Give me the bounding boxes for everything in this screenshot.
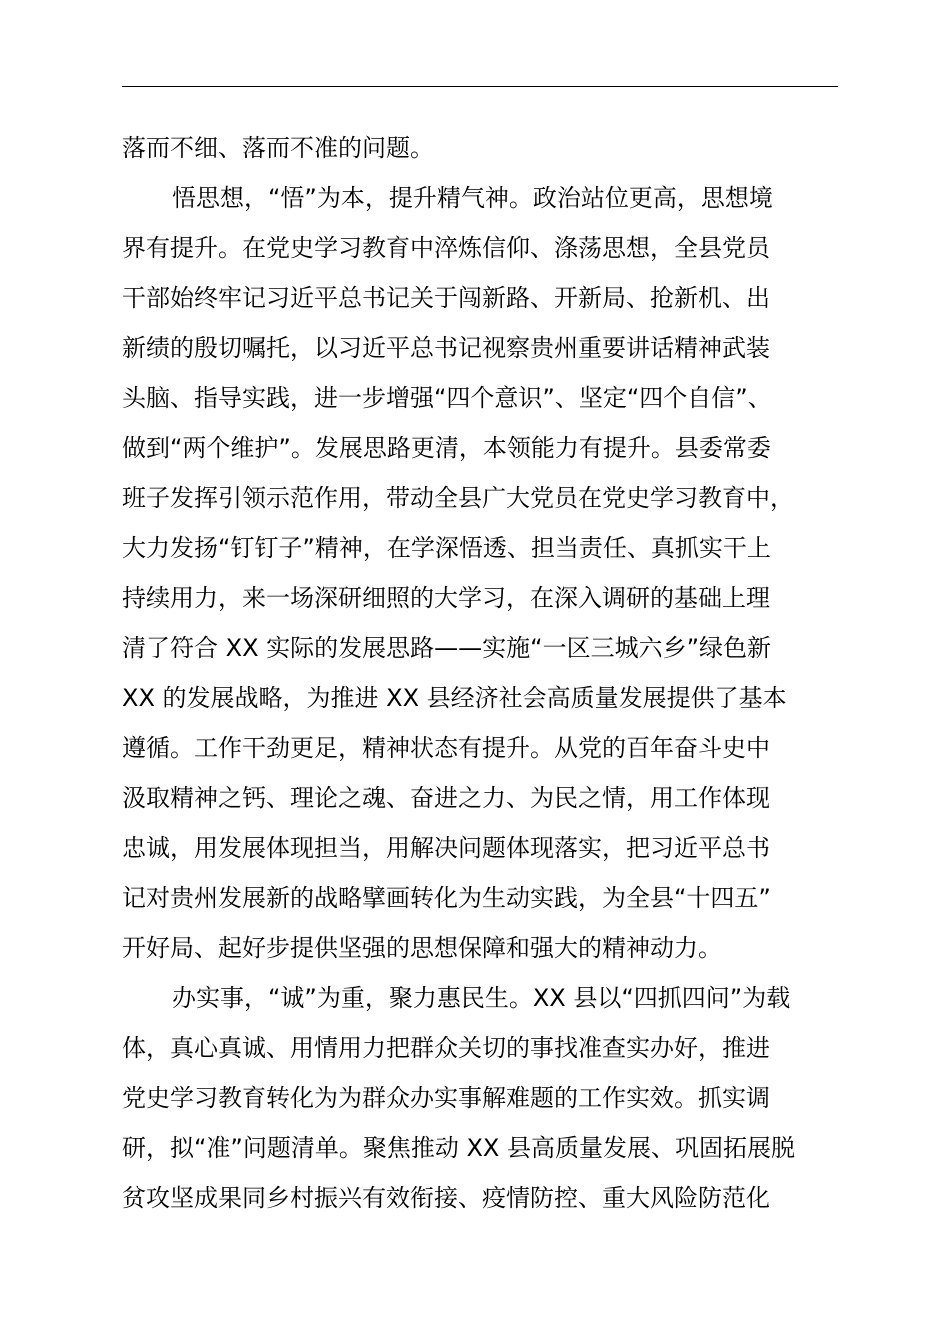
text-line: 干部始终牢记习近平总书记关于闯新路、开新局、抢新机、出 — [122, 284, 770, 312]
text-line: 贫攻坚成果同乡村振兴有效衔接、疫情防控、重大风险防范化 — [122, 1184, 770, 1212]
text-line: 持续用力，来一场深研细照的大学习，在深入调研的基础上理 — [122, 584, 770, 612]
text-line: 新绩的殷切嘱托，以习近平总书记视察贵州重要讲话精神武装 — [122, 334, 770, 362]
text-line: 班子发挥引领示范作用，带动全县广大党员在党史学习教育中， — [122, 484, 794, 512]
text-line: 做到“两个维护”。发展思路更清，本领能力有提升。县委常委 — [122, 434, 771, 462]
text-line: 研，拟“准”问题清单。聚焦推动 XX 县高质量发展、巩固拓展脱 — [122, 1134, 796, 1162]
text-line: 落而不细、落而不准的问题。 — [122, 134, 434, 162]
text-line: 忠诚，用发展体现担当，用解决问题体现落实，把习近平总书 — [122, 834, 770, 862]
text-line: 记对贵州发展新的战略擘画转化为生动实践，为全县“十四五” — [122, 884, 771, 912]
paragraph-heading-line: 办实事，“诚”为重，聚力惠民生。XX 县以“四抓四问”为载 — [172, 984, 791, 1012]
text-line: 界有提升。在党史学习教育中淬炼信仰、涤荡思想，全县党员 — [122, 234, 770, 262]
paragraph-heading-line: 悟思想，“悟”为本，提升精气神。政治站位更高，思想境 — [172, 184, 773, 212]
text-line: 大力发扬“钉钉子”精神，在学深悟透、担当责任、真抓实干上 — [122, 534, 771, 562]
text-line: 党史学习教育转化为为群众办实事解难题的工作实效。抓实调 — [122, 1084, 770, 1112]
text-line: XX 的发展战略，为推进 XX 县经济社会高质量发展提供了基本 — [122, 684, 787, 712]
header-rule — [122, 86, 838, 87]
text-line: 清了符合 XX 实际的发展思路——实施“一区三城六乡”绿色新 — [122, 634, 772, 662]
text-line: 汲取精神之钙、理论之魂、奋进之力、为民之情，用工作体现 — [122, 784, 770, 812]
text-line: 开好局、起好步提供坚强的思想保障和强大的精神动力。 — [122, 934, 722, 962]
text-line: 头脑、指导实践，进一步增强“四个意识”、坚定“四个自信”、 — [122, 384, 772, 412]
text-line: 遵循。工作干劲更足，精神状态有提升。从党的百年奋斗史中 — [122, 734, 770, 762]
text-line: 体，真心真诚、用情用力把群众关切的事找准查实办好，推进 — [122, 1034, 770, 1062]
